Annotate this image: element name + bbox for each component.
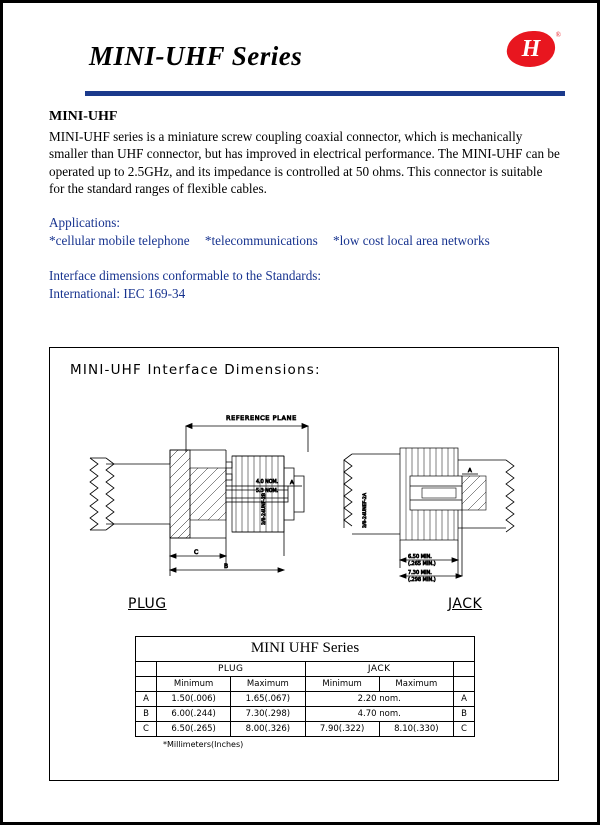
- drawing-panel: [49, 347, 559, 781]
- jack-label: JACK: [448, 596, 483, 612]
- table-note: *Millimeters(Inches): [163, 740, 244, 749]
- table-group-row: [136, 662, 475, 677]
- applications-label: Applications:: [49, 214, 121, 230]
- cell-c-jack-min: 7.90(.322): [305, 722, 379, 737]
- jack-dim-650: 6.50 MIN.: [408, 554, 432, 560]
- company-logo-icon: [503, 29, 559, 71]
- applications-block: [49, 214, 561, 250]
- plug-dim-a: A: [290, 480, 294, 486]
- jack-dim-a: A: [468, 468, 472, 474]
- row-label-a-right: A: [454, 692, 475, 707]
- table-row: [136, 692, 475, 707]
- dimensions-table: [135, 636, 475, 737]
- col-header-jack-min: Minimum: [305, 677, 379, 692]
- drawing-panel-title: MINI-UHF Interface Dimensions:: [70, 362, 321, 378]
- row-label-b-right: B: [454, 707, 475, 722]
- cell-b-plug-max: 7.30(.298): [231, 707, 305, 722]
- table-title-row: [136, 637, 475, 662]
- group-row-right-spacer: [454, 662, 475, 677]
- jack-dim-730: 7.30 MIN.: [408, 570, 432, 576]
- plug-thread-callout: 3/8-24UNF-2B: [262, 492, 267, 525]
- cell-c-plug-min: 6.50(.265): [157, 722, 231, 737]
- header-divider: [85, 91, 565, 96]
- dimensions-table-wrap: [135, 636, 475, 749]
- standards-label: Interface dimensions conformable to the Standards:: [49, 268, 322, 284]
- table-header-row: [136, 677, 475, 692]
- cell-c-jack-max: 8.10(.330): [379, 722, 453, 737]
- jack-dim-730-in: (.298 MIN.): [408, 577, 436, 583]
- document-body: [49, 109, 561, 303]
- plug-dim-5-3: 5.3 NOM.: [256, 489, 279, 494]
- header-row-right-spacer: [454, 677, 475, 692]
- jack-thread-callout: 3/8-24UNEF-2A: [363, 493, 368, 528]
- standards-value: International: IEC 169-34: [49, 286, 186, 302]
- document-header: [41, 25, 565, 97]
- table-row: [136, 707, 475, 722]
- row-label-c-right: C: [454, 722, 475, 737]
- jack-dim-650-in: (.265 MIN.): [408, 561, 436, 567]
- applications-list: [49, 232, 561, 250]
- logo-letter: H: [521, 36, 541, 62]
- table-row: [136, 722, 475, 737]
- header-row-left-spacer: [136, 677, 157, 692]
- application-item-3: *low cost local area networks: [333, 232, 490, 248]
- standards-block: [49, 267, 561, 303]
- plug-dim-b: B: [224, 563, 229, 570]
- group-header-plug: PLUG: [157, 662, 306, 677]
- plug-dim-c: C: [194, 549, 199, 556]
- row-label-b: B: [136, 707, 157, 722]
- page-inner: [41, 25, 565, 795]
- plug-label: PLUG: [128, 596, 167, 612]
- table-title: MINI UHF Series: [136, 637, 475, 662]
- interface-dimensions-drawing: [50, 380, 558, 620]
- registered-trademark-icon: ®: [555, 31, 561, 39]
- col-header-plug-min: Minimum: [157, 677, 231, 692]
- cell-a-plug-max: 1.65(.067): [231, 692, 305, 707]
- col-header-plug-max: Maximum: [231, 677, 305, 692]
- cell-b-jack-nom: 4.70 nom.: [305, 707, 454, 722]
- row-label-c: C: [136, 722, 157, 737]
- page-title: MINI-UHF Series: [89, 41, 303, 71]
- col-header-jack-max: Maximum: [379, 677, 453, 692]
- application-item-1: *cellular mobile telephone: [49, 232, 190, 248]
- reference-plane-label: REFERENCE PLANE: [226, 414, 297, 422]
- group-row-left-spacer: [136, 662, 157, 677]
- row-label-a: A: [136, 692, 157, 707]
- application-item-2: *telecommunications: [204, 232, 318, 248]
- section-title: MINI-UHF: [49, 109, 118, 124]
- cell-a-plug-min: 1.50(.006): [157, 692, 231, 707]
- group-header-jack: JACK: [305, 662, 454, 677]
- cell-b-plug-min: 6.00(.244): [157, 707, 231, 722]
- cell-a-jack-nom: 2.20 nom.: [305, 692, 454, 707]
- cell-c-plug-max: 8.00(.326): [231, 722, 305, 737]
- intro-paragraph: MINI-UHF series is a miniature screw coupling coaxial connector, which is mechanically smaller than UHF connector, but has improved in electrical performance. The MINI-UHF can be operated up to 2.5GHz, and its impedance is controlled at 50 ohms. This connector is suitable for the standard ranges of flexible cables.: [49, 129, 560, 197]
- plug-dim-4-0: 4.0 NOM.: [256, 480, 279, 485]
